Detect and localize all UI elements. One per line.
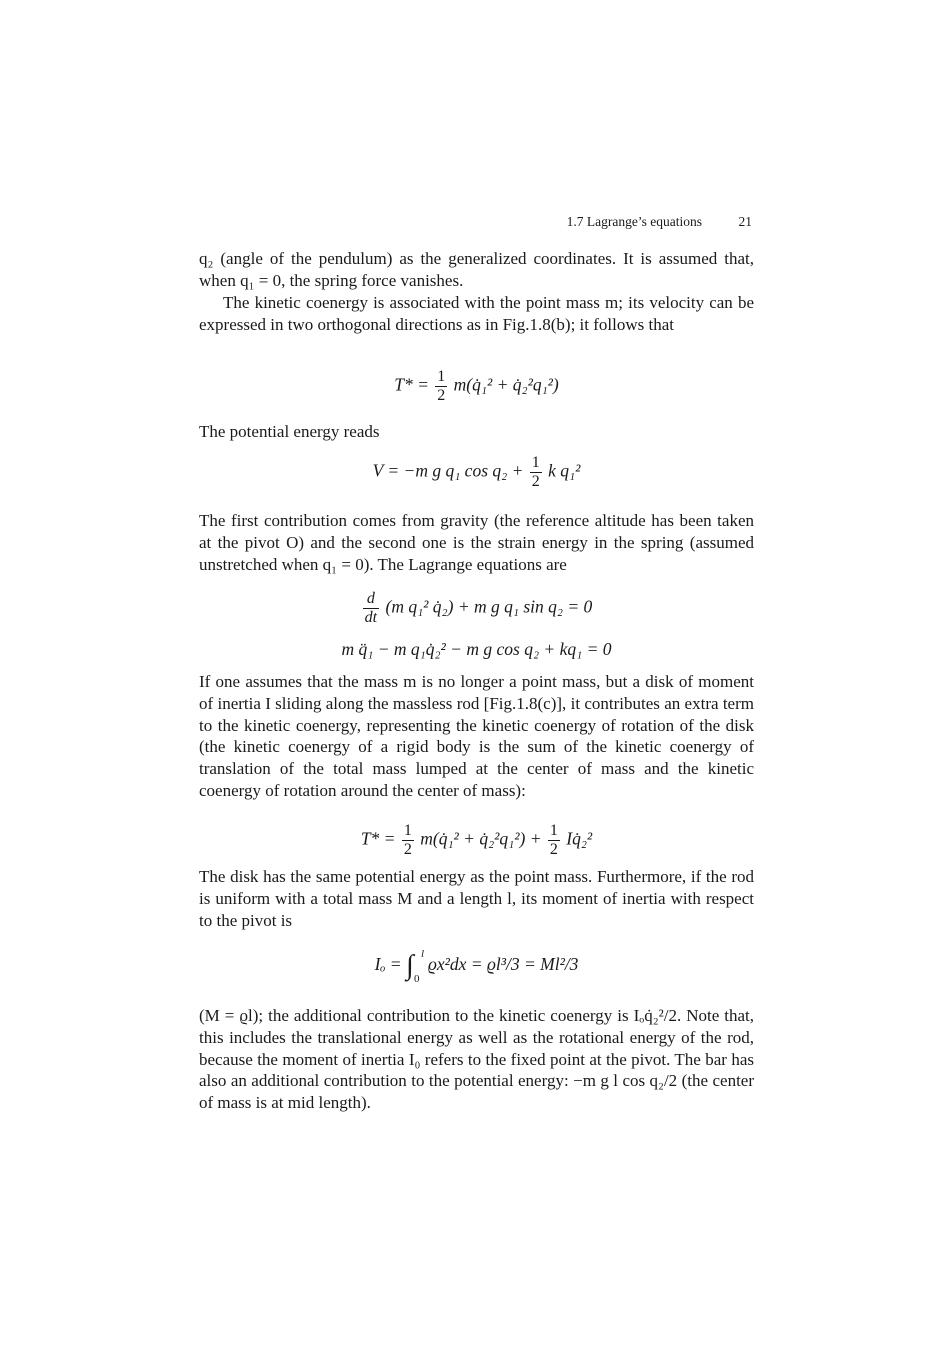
- fraction-denominator: 2: [437, 387, 446, 404]
- paragraph-kinetic-coenergy: The kinetic coenergy is associated with the point mass m; its velocity can be expressed in two orthogonal directions as in Fig.1.8(b); it follows that: [199, 293, 754, 334]
- eq-rhs: ϱx²dx = ϱl³/3 = Ml²/3: [428, 954, 579, 975]
- page-number: 21: [738, 214, 752, 229]
- paragraph-rod-inertia: The disk has the same potential energy as the point mass. Furthermore, if the rod is uniform with a total mass M and a length l, its moment of inertia with respect to the pivot is: [199, 867, 754, 930]
- equation-potential-energy: [199, 454, 754, 491]
- paragraph-disk-inertia: If one assumes that the mass m is no longer a point mass, but a disk of moment of inertia I sliding along the massless rod [Fig.1.8(c)], it contributes an extra term to the kinetic coenergy, representing the kinetic coenergy of rotation of the disk (the kinetic coenergy of a rigid body is the sum of the kinetic coenergy of translation of the total mass lumped at the center of mass and the kinetic coenergy of rotation around the center of mass):: [199, 672, 754, 800]
- fraction-denominator: 2: [403, 841, 412, 858]
- eq-rhs: (m q₁² q̇₂) + m g q₁ sin q₂ = 0: [385, 596, 593, 617]
- eq-mid: m(q̇₁² + q̇₂²q₁²) +: [420, 828, 542, 849]
- equation-moment-of-inertia: [199, 948, 754, 985]
- fraction: [402, 822, 414, 859]
- section-title: 1.7 Lagrange’s equations: [566, 214, 702, 229]
- paragraph-additional-contribution: (M = ϱl); the additional contribution to the kinetic coenergy is Iₒq̇₂²/2. Note that, this includes the translational energy as well as the rotational energy of the rod, because the moment of inertia I₀ refers to the fixed point at the pivot. The bar has also an additional contribution to the potential energy: −m g l cos q₂/2 (the center of mass is at mid length).: [199, 1006, 754, 1113]
- integral-lower-limit: 0: [413, 973, 420, 985]
- fraction-numerator: 1: [531, 454, 540, 471]
- fraction-numerator: 1: [437, 368, 446, 385]
- equation-lagrange-1: [199, 590, 754, 627]
- eq-lhs: T* =: [394, 374, 429, 395]
- running-head: [199, 214, 754, 234]
- integral-sign: ∫ l 0: [405, 948, 425, 985]
- fraction: [435, 368, 447, 405]
- fraction: [548, 822, 560, 859]
- fraction: [530, 454, 542, 491]
- eq-lhs: T* =: [360, 828, 396, 849]
- fraction: [363, 590, 379, 627]
- equation-kinetic-coenergy: [199, 368, 754, 405]
- eq-lhs: V = −m g q₁ cos q₂ +: [372, 460, 524, 481]
- integral-upper-limit: l: [420, 948, 425, 960]
- fraction-numerator: 1: [403, 822, 412, 839]
- paragraph-gravity-contribution: The first contribution comes from gravity (the reference altitude has been taken at the pivot O) and the second one is the strain energy in the spring (assumed unstretched when q₁ = 0). The Lagrange equations are: [199, 511, 754, 574]
- paragraph-generalized-coordinates: q₂ (angle of the pendulum) as the generalized coordinates. It is assumed that, when q₁ = 0, the spring force vanishes.: [199, 249, 754, 290]
- equation-kinetic-coenergy-disk: [199, 822, 754, 859]
- fraction-numerator: d: [366, 590, 375, 607]
- fraction-denominator: dt: [364, 609, 378, 626]
- fraction-numerator: 1: [549, 822, 558, 839]
- paragraph-potential-energy: The potential energy reads: [199, 422, 380, 441]
- eq-rhs: m(q̇₁² + q̇₂²q₁²): [453, 374, 559, 395]
- eq-rhs: k q₁²: [548, 460, 581, 481]
- equation-lagrange-2: [199, 639, 754, 660]
- eq-lhs: Iₒ =: [374, 954, 402, 975]
- eq-text: m q̈₁ − m q₁q̇₂² − m g cos q₂ + kq₁ = 0: [341, 639, 612, 659]
- eq-rhs: Iq̇₂²: [566, 828, 593, 849]
- fraction-denominator: 2: [531, 473, 540, 490]
- fraction-denominator: 2: [549, 841, 558, 858]
